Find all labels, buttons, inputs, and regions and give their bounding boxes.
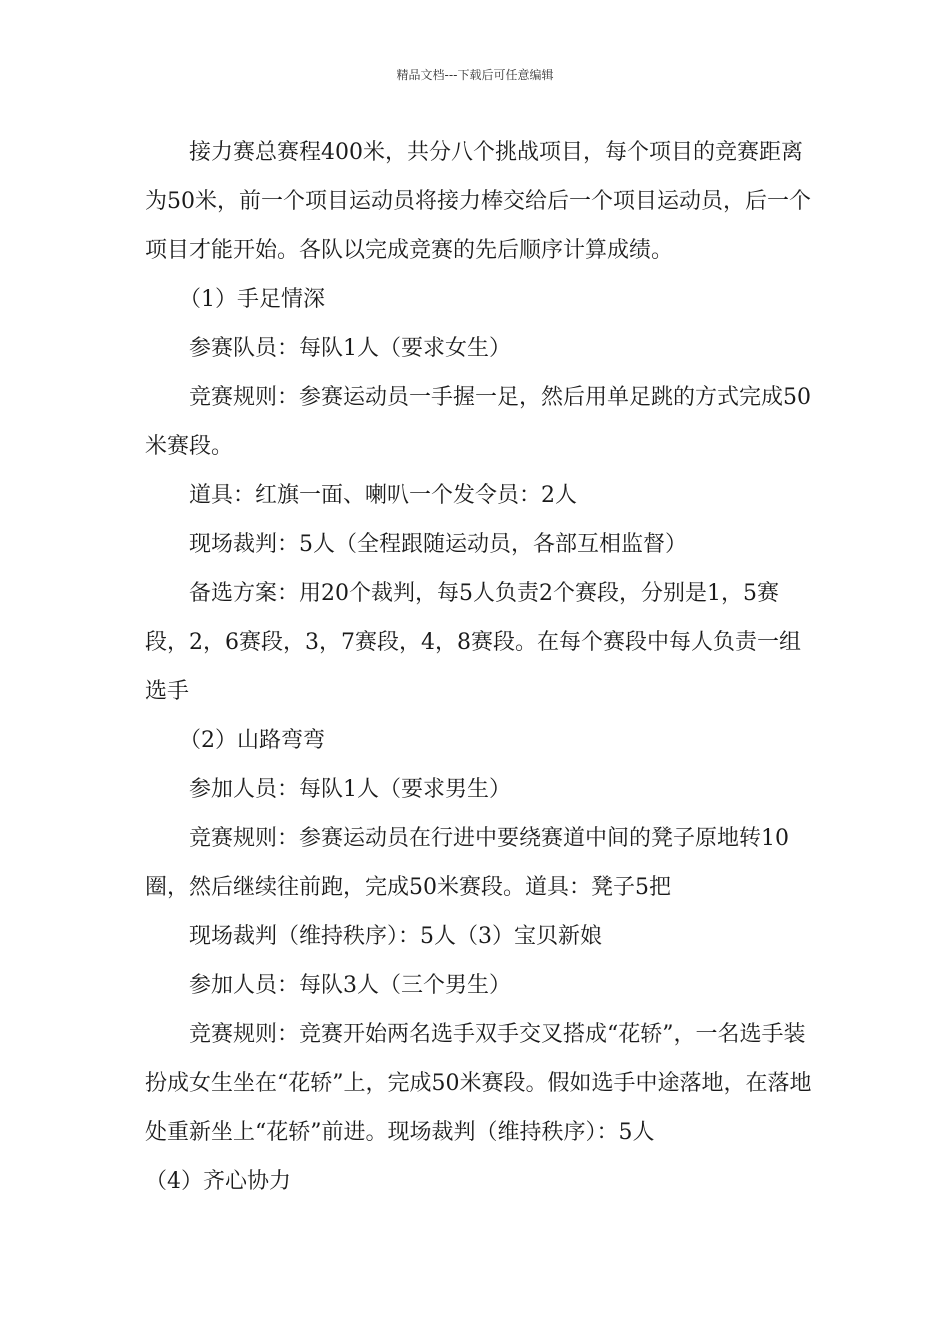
paragraph-props-1: 道具：红旗一面、喇叭一个发令员：2人: [189, 483, 577, 508]
section-heading-1: （1）手足情深: [179, 287, 325, 312]
section-heading-4: （4）齐心协力: [145, 1169, 291, 1194]
paragraph-participants-3: 参加人员：每队3人（三个男生）: [189, 973, 511, 998]
paragraph-rules-2: 竞赛规则：参赛运动员在行进中要绕赛道中间的凳子原地转10圈，然后继续往前跑，完成50米赛段。道具：凳子5把: [145, 826, 789, 900]
paragraph-rules-1: 竞赛规则：参赛运动员一手握一足，然后用单足跳的方式完成50米赛段。: [145, 385, 811, 459]
page-header: 精品文档---下载后可任意编辑: [396, 68, 554, 82]
paragraph-referee-2: 现场裁判（维持秩序）：5人（3）宝贝新娘: [189, 924, 602, 949]
paragraph-alternative-plan: 备选方案：用20个裁判，每5人负责2个赛段，分别是1，5赛段，2，6赛段，3，7赛段，4，8赛段。在每个赛段中每人负责一组选手: [145, 581, 801, 704]
paragraph-referee-1: 现场裁判：5人（全程跟随运动员，各部互相监督）: [189, 532, 687, 557]
paragraph-participants-1: 参赛队员：每队1人（要求女生）: [189, 336, 511, 361]
paragraph-participants-2: 参加人员：每队1人（要求男生）: [189, 777, 511, 802]
section-heading-2: （2）山路弯弯: [179, 728, 325, 753]
paragraph-rules-3: 竞赛规则：竞赛开始两名选手双手交叉搭成“花轿”，一名选手装扮成女生坐在“花轿”上，完成50米赛段。假如选手中途落地，在落地处重新坐上“花轿”前进。现场裁判（维持秩序）：5人: [145, 1022, 812, 1145]
document-body: [145, 128, 815, 1206]
paragraph-intro: 接力赛总赛程400米，共分八个挑战项目，每个项目的竞赛距离为50米，前一个项目运动员将接力棒交给后一个项目运动员，后一个项目才能开始。各队以完成竞赛的先后顺序计算成绩。: [145, 140, 811, 263]
